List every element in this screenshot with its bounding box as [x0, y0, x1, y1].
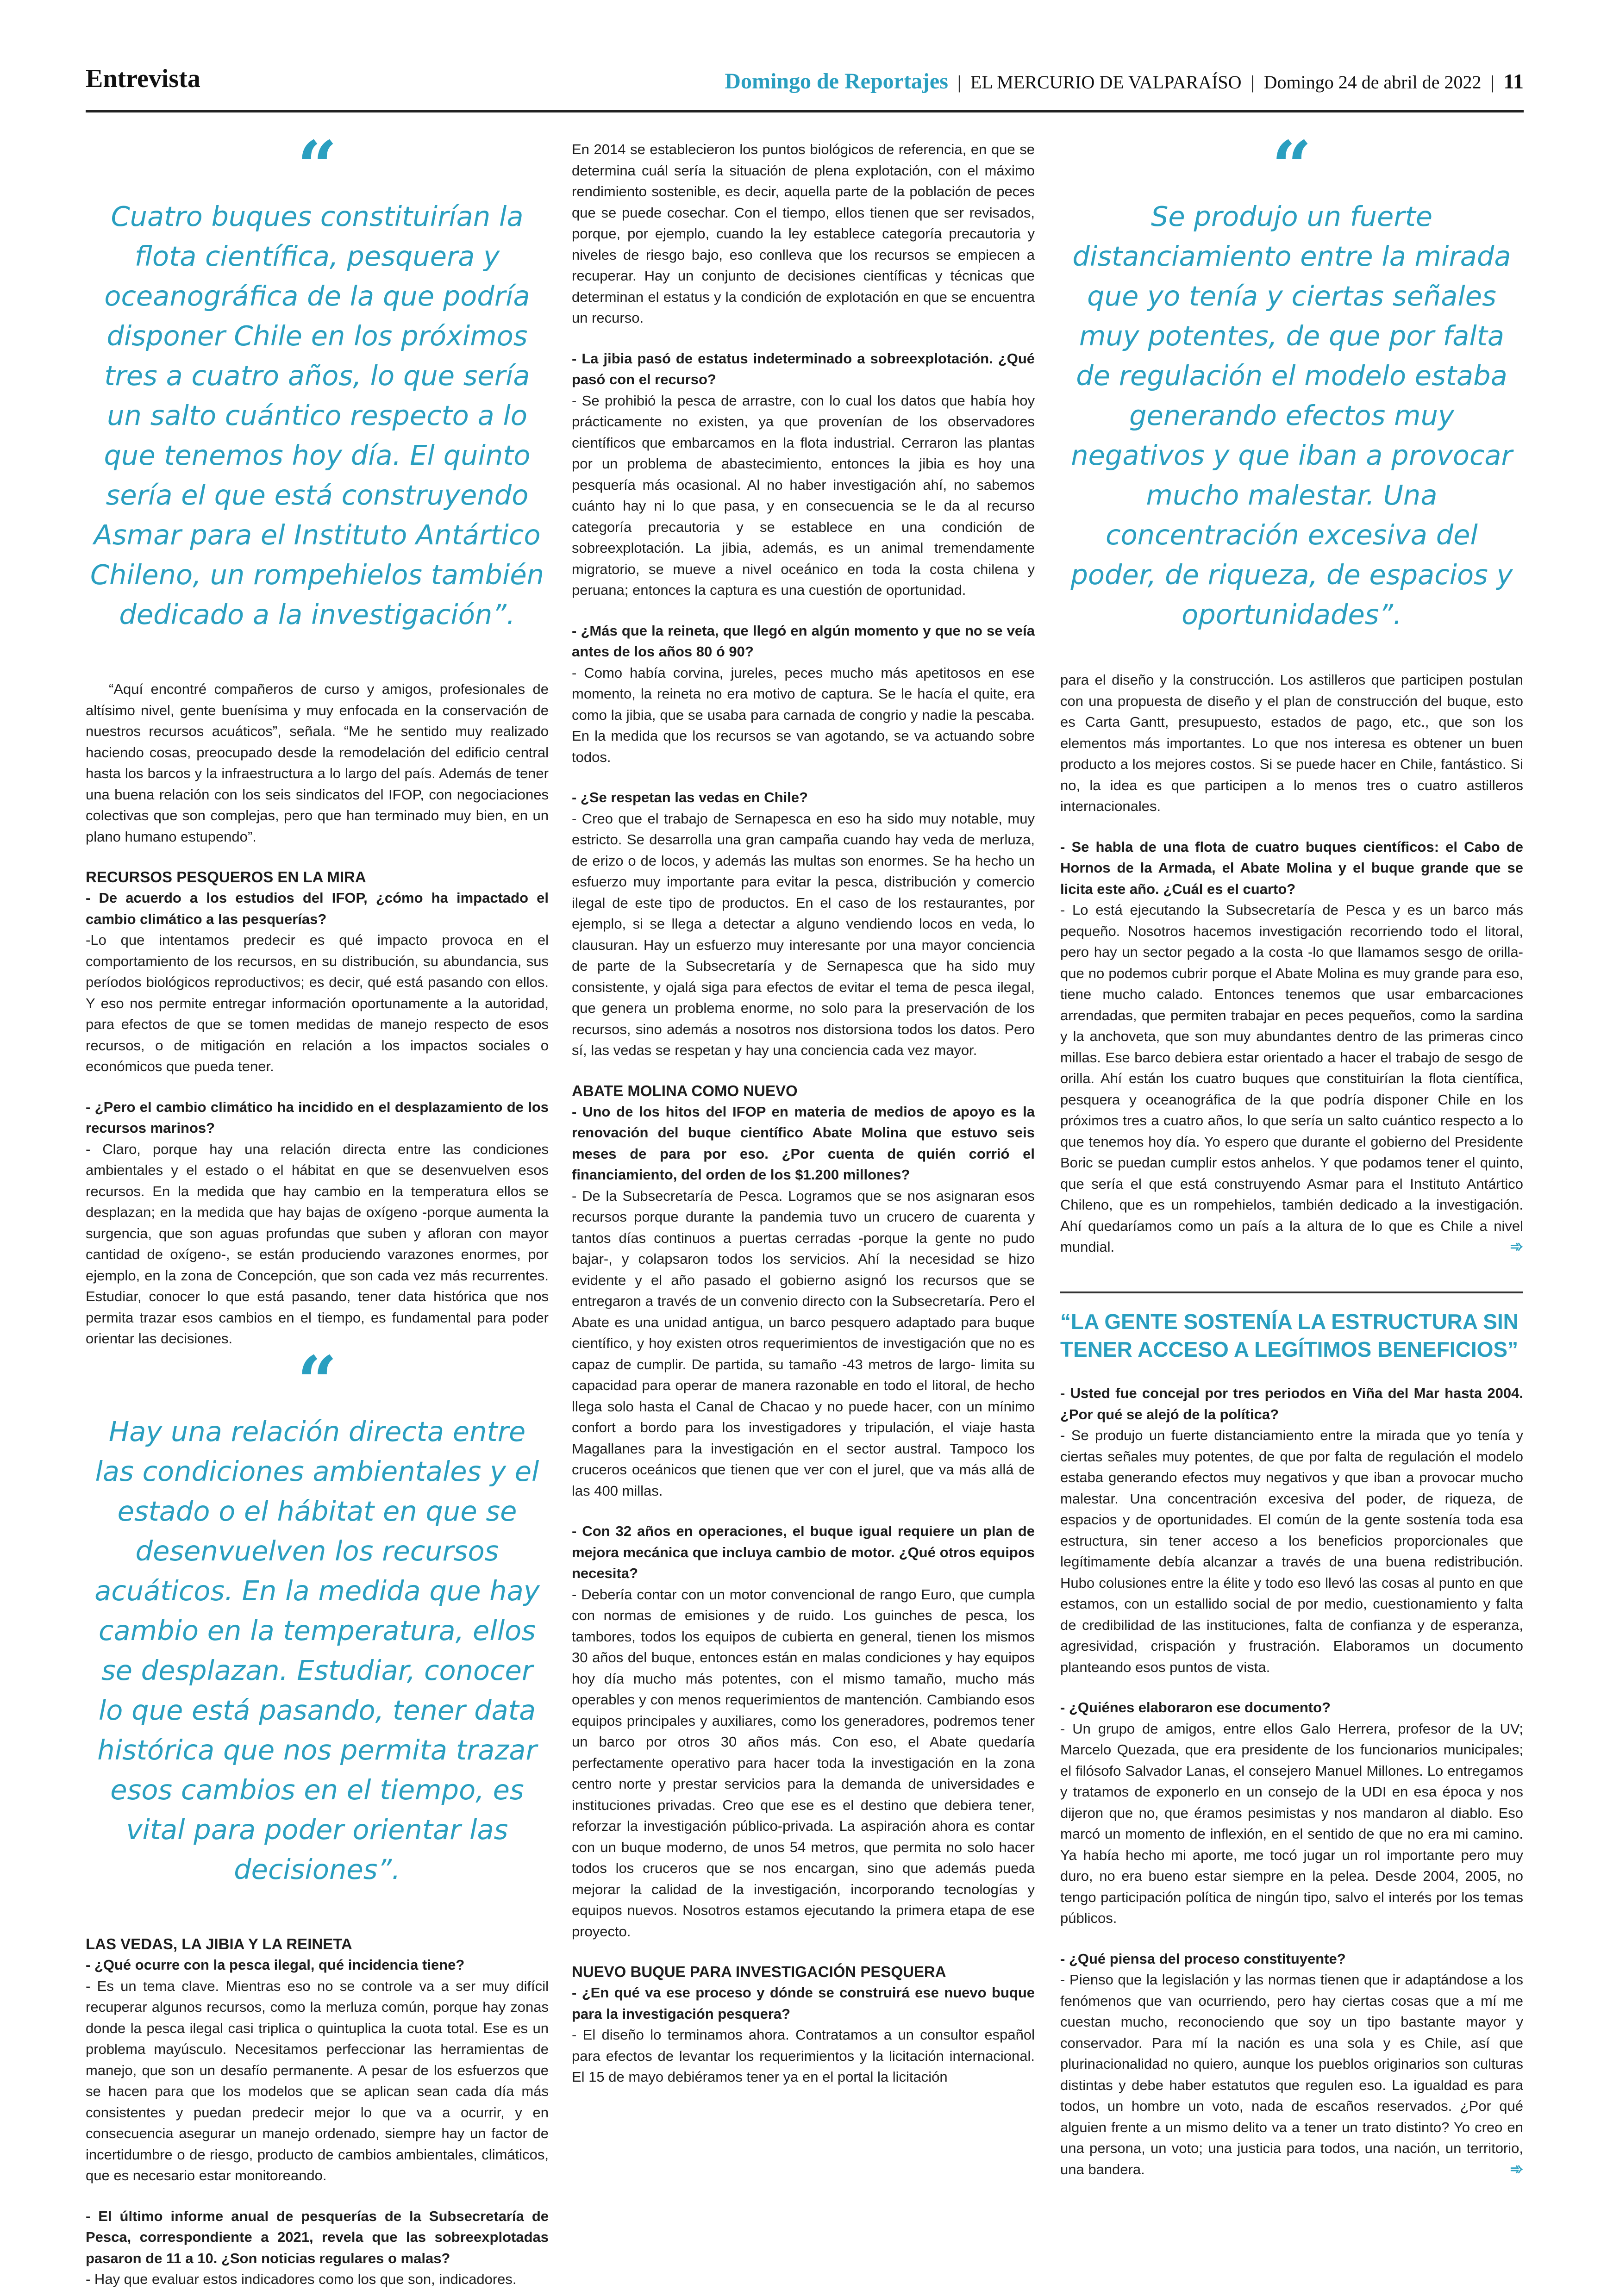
column-3 — [1060, 126, 1523, 1258]
subhead: NUEVO BUQUE PARA INVESTIGACIÓN PESQUERA — [572, 1963, 946, 1980]
answer: - El diseño lo terminamos ahora. Contratamos a un consultor español para efectos de levantar los requerimientos y la licitación internacional. El 15 de mayo debiéramos tener ya en el portal la licitación — [572, 2027, 1035, 2085]
continue-arrow-icon: ➾ — [1510, 2160, 1523, 2178]
pull-quote: Cuatro buques constituirían la flota científica, pesquera y oceanográfica de la que podría disponer Chile en los próximos tres a cuatro años, lo que sería un salto cuántico respecto a lo que tenemos hoy día. El quinto sería el que está construyendo Asmar para el Instituto Antártico Chileno, un rompehielos también dedicado a la investigación”. — [90, 200, 544, 630]
separator: | — [1490, 72, 1494, 93]
pull-quote: Hay una relación directa entre las condiciones ambientales y el estado o el hábitat en que se desenvuelven los recursos acuáticos. En la medida que hay cambio en la temperatura, ellos se desplazan. Estudiar, conocer lo que está pasando, tener data histórica que nos permita trazar esos cambios en el tiempo, es vital para poder orientar las decisiones”. — [94, 1416, 540, 1885]
question: - ¿En qué va ese proceso y dónde se construirá ese nuevo buque para la investigación pesquera? — [572, 1984, 1035, 2022]
answer-text: - Pienso que la legislación y las normas tienen que ir adaptándose a los fenómenos que van ocurriendo, pero hay ciertas cosas que a mí me cuestan mucho, reconociendo que soy un tipo bastante mayor y conservador. Para mí la nación es una sola y es Chile, así que plurinacionalidad no quiero, aunque los pueblos originarios son culturas distintas y debe haber estatutos que regulen eso. La igualdad es para todos, un hombre un voto, nada de escaños reservados. ¿Por qué alguien frente a un mismo delito va a tener un trato distinto? Yo creo en una persona, un voto; una justicia para todos, una nación, un territorio, una bandera. — [1060, 1972, 1523, 2177]
answer: - Creo que el trabajo de Sernapesca en eso ha sido muy notable, muy estricto. Se desarrolla una gran campaña cuando hay veda de merluza, de erizo o de locos, y además las multas son enormes. Se ha hecho un esfuerzo muy importante para evitar la pesca, distribución y comercio ilegal de este tipo de productos. En el caso de los restaurantes, por ejemplo, si se llega a detectar a alguno vendiendo locos en veda, lo clausuran. Hay un esfuerzo muy interesante por una mayor conciencia de parte de la Subsecretaría y de Sernapesca que ha sido muy consistente, y ojalá siga para efectos de evitar el tema de pesca ilegal, que genera un problema enorme, no solo para la preservación de los recursos, sino además a nosotros nos distorsiona todos los datos. Pero sí, las vedas se respetan y hay una conciencia cada vez mayor. — [572, 810, 1035, 1058]
question: - ¿Qué piensa del proceso constituyente? — [1060, 1950, 1346, 1967]
supplement-name: Domingo de Reportajes — [725, 69, 948, 94]
answer: - Es un tema clave. Mientras eso no se controle va a ser muy difícil recuperar algunos recursos, como la merluza común, porque hay zonas donde la pesca ilegal casi triplica o quintuplica la cuota total. Ese es un problema mayúsculo. Necesitamos perfeccionar las herramientas de manejo, que son un desafío permanente. A pesar de los esfuerzos que se hacen para que los modelos que se aplican sean cada día más consistentes y puedan predecir mejor lo que va a ocurrir, y en consecuencia asegurar un manejo ordenado, siempre hay un factor de incertidumbre o de riesgo, producto de cambios ambientales, climáticos, que es necesario estar monitoreando. — [86, 1978, 549, 2184]
masthead-info — [725, 69, 1524, 94]
box-headline: “LA GENTE SOSTENÍA LA ESTRUCTURA SIN TENER ACCESO A LEGÍTIMOS BENEFICIOS” — [1060, 1310, 1519, 1361]
continue-arrow-icon: ➾ — [1510, 1238, 1523, 1255]
quote-mark-icon: “ — [297, 1341, 338, 1423]
column-1 — [86, 126, 549, 1349]
page-header — [86, 55, 1524, 112]
issue-date: Domingo 24 de abril de 2022 — [1263, 72, 1482, 93]
question: - ¿Qué ocurre con la pesca ilegal, qué incidencia tiene? — [86, 1957, 465, 1973]
question: - El último informe anual de pesquerías de la Subsecretaría de Pesca, correspondiente a 2021, revela que las sobreexplotadas pasaron de 11 a 10. ¿Son noticias regulares o malas? — [86, 2208, 549, 2266]
question: - De acuerdo a los estudios del IFOP, ¿cómo ha impactado el cambio climático a las pesquerías? — [86, 890, 549, 927]
paragraph: para el diseño y la construcción. Los astilleros que participen postulan con una propuesta de diseño y el plan de construcción del buque, esto es Carta Gantt, presupuesto, estados de pago, etc., que son los elementos más importantes. Lo que nos interesa es obtener un buen producto a los mejores costos. Si se puede hacer en Chile, fantástico. Si no, la idea es que participen a lo menos tres o cuatro astilleros internacionales. — [1060, 672, 1523, 814]
column-2 — [572, 139, 1035, 2088]
pull-quote: Se produjo un fuerte distanciamiento entre la mirada que yo tenía y ciertas señales muy potentes, de que por falta de regulación el modelo estaba generando efectos muy negativos y que iban a provocar mucho malestar. Una concentración excesiva del poder, de riqueza, de espacios y oportunidades”. — [1070, 200, 1513, 630]
question: - Uno de los hitos del IFOP en materia de medios de apoyo es la renovación del buque científico Abate Molina que estuvo seis meses de para por eso. ¿Por cuenta de quién corrió el financiamiento, del orden de los $1.200 millones? — [572, 1103, 1035, 1183]
quote-mark-icon: “ — [297, 126, 338, 207]
answer: - Claro, porque hay una relación directa entre las condiciones ambientales y el estado o el hábitat en que se desenvuelven esos recursos. En la medida que hay cambio en la temperatura ellos se desplazan; en la medida que hay bajas de oxígeno -porque aumenta la surgencia, que son aguas profundas que suben y afloran con mayor cantidad de oxígeno-, se están produciendo varazones enormes, por ejemplo, en la zona de Concepción, que son cada vez más recurrentes. Estudiar, conocer lo que está pasando, tener data histórica que nos permita trazar esos cambios en el tiempo, es fundamental para poder orientar las decisiones. — [86, 1141, 549, 1347]
answer: - Debería contar con un motor convencional de rango Euro, que cumpla con normas de emisiones y de ruido. Los guinches de pesca, los tambores, todos los equipos de cubierta en general, tienen los mismos 30 años del buque, entonces están en malas condiciones y hay equipos hoy día mucho más potentes, con el mismo tamaño, mucho más operables y con menos requerimientos de mantención. Cambiando esos equipos principales y auxiliares, como los generadores, podremos tener un barco por otros 30 años más. Con eso, el Abate quedaría perfectamente operativo para hacer toda la investigación en la zona centro norte y prestar servicios para la demanda de universidades e instituciones privadas. Creo que ese es el destino que debiera tener, reforzar la investigación público-privada. La aspiración ahora es contar con un buque moderno, de unos 54 metros, que permita no solo hacer todos los cruceros que se nos encargan, sino que además pueda mejorar la calidad de la investigación, incorporando tecnologías y equipos nuevos. Nosotros estamos ejecutando la primera etapa de ese proyecto. — [572, 1586, 1035, 1940]
answer — [1060, 1969, 1523, 2180]
newspaper-name: EL MERCURIO DE VALPARAÍSO — [970, 72, 1242, 93]
answer: - Como había corvina, jureles, peces mucho más apetitosos en ese momento, la reineta no era motivo de captura. Se le hacía el quite, era como la jibia, que se usaba para carnada de congrio y nadie la pescaba. En la medida que los recursos se van agotando, se va actuando sobre todos. — [572, 664, 1035, 765]
question: - ¿Pero el cambio climático ha incidido en el desplazamiento de los recursos marinos? — [86, 1098, 549, 1136]
question: - ¿Quiénes elaboraron ese documento? — [1060, 1699, 1331, 1716]
subhead: ABATE MOLINA COMO NUEVO — [572, 1082, 798, 1099]
question: - Se habla de una flota de cuatro buques científicos: el Cabo de Hornos de la Armada, el Abate Molina y el buque grande que se licita este año. ¿Cuál es el cuarto? — [1060, 838, 1523, 897]
separator: | — [1251, 72, 1255, 93]
subhead: RECURSOS PESQUEROS EN LA MIRA — [86, 868, 366, 886]
page-number: 11 — [1503, 69, 1524, 93]
answer: - De la Subsecretaría de Pesca. Logramos que se nos asignaran esos recursos porque durante la pandemia tuvo un crucero de cuarenta y tantos días continuos a puertas cerradas -porque la gente no pudo bajar-, y colapsaron todos los servicios. Ahí la necesidad se hizo evidente y el año pasado el gobierno asignó los recursos que se entregaron a través de un convenio directo con la Subsecretaría. Pero el Abate es una unidad antigua, un barco pesquero adaptado para buque científico, y hoy existen otros requerimientos de investigación que no es capaz de cumplir. De partida, su tamaño -43 metros de largo- limita su capacidad para operar de manera razonable en todo el litoral, de hecho llega solo hasta el Canal de Chacao y no puede hacer, con un mínimo confort a bordo para los investigadores y tripulación, el viaje hasta Magallanes para la investigación en el sector austral. Tampoco los cruceros oceánicos que tienen que ver con el jurel, que va más allá de las 400 millas. — [572, 1187, 1035, 1499]
divider — [1060, 1292, 1523, 1293]
subhead: LAS VEDAS, LA JIBIA Y LA REINETA — [86, 1935, 352, 1953]
separator: | — [957, 72, 961, 93]
question: - Usted fue concejal por tres periodos en Viña del Mar hasta 2004. ¿Por qué se alejó de la política? — [1060, 1385, 1523, 1423]
question: - ¿Más que la reineta, que llegó en algún momento y que no se veía antes de los años 80 ó 90? — [572, 622, 1035, 660]
answer: - Hay que evaluar estos indicadores como los que son, indicadores. — [86, 2271, 517, 2287]
answer — [1060, 899, 1523, 1258]
question: - La jibia pasó de estatus indeterminado a sobreexplotación. ¿Qué pasó con el recurso? — [572, 350, 1035, 387]
answer-text: - Lo está ejecutando la Subsecretaría de Pesca y es un barco más pequeño. Nosotros hacemos investigación recorriendo todo el litoral, pero hay un sector pegado a la costa -lo que llamamos sesgo de orilla- que no podemos cubrir porque el Abate Molina es muy grande para eso, tiene mucho calado. Entonces tenemos que usar embarcaciones arrendadas, que permiten trabajar en peces pequeños, como la sardina y la anchoveta, que son muy abundantes dentro de las primeras cinco millas. Ese barco debiera estar orientado a hacer el trabajo de sesgo de orilla. Ahí están los cuatro buques que constituirían la flota científica, pesquera y oceanográfica de la que podría disponer Chile en los próximos tres a cuatro años, lo que sería un salto cuántico respecto a lo que tenemos hoy día. Yo espero que durante el gobierno del Presidente Boric se puedan cumplir estos anhelos. Y que podamos tener el quinto, que sería el que está construyendo Asmar para el Instituto Antártico Chileno, que es un rompehielos, también dedicado a la investigación. Ahí quedaríamos como un país a la altura de lo que es Chile a nivel mundial. — [1060, 902, 1523, 1255]
answer: - Se prohibió la pesca de arrastre, con lo cual los datos que había hoy prácticamente no existen, ya que provenían de los observadores científicos que embarcamos en la flota industrial. Cerraron las plantas por un problema de abastecimiento, entonces la jibia es hoy una pesquería más ocasional. Al no haber investigación ahí, no sabemos cuánto hay ni lo que pasa, y en consecuencia se le da al recurso categoría precautoria y se establece en una condición de sobreexplotación. La jibia, además, es un animal tremendamente migratorio, se mueve a nivel oceánico en toda la costa chilena y peruana; entonces la captura es una cuestión de oportunidad. — [572, 392, 1035, 598]
quote-mark-icon: “ — [1271, 126, 1312, 207]
column-3-lower — [1060, 1308, 1523, 2180]
answer: - Se produjo un fuerte distanciamiento entre la mirada que yo tenía y ciertas señales muy potentes, de que por falta de regulación el modelo estaba generando efectos muy negativos y que iban a provocar mucho malestar. Una concentración excesiva del poder, de riqueza, de espacios y de oportunidades. El común de la gente sostenía toda esa estructura, sin tener acceso a los beneficios proporcionales que legítimamente debía alcanzar a través de una buena redistribución. Hubo colusiones entre la élite y todo eso llevó las cosas al punto en que estamos, con un estallido social de por medio, cuestionamiento y falta de credibilidad de las instituciones, falta de confianza y de esperanza, agresividad, crispación y frustración. Elaboramos un documento planteando esos puntos de vista. — [1060, 1427, 1523, 1675]
question: - Con 32 años en operaciones, el buque igual requiere un plan de mejora mecánica que incluya cambio de motor. ¿Qué otros equipos necesita? — [572, 1523, 1035, 1581]
intro-paragraph: “Aquí encontré compañeros de curso y amigos, profesionales de altísimo nivel, gente buenísima y muy enfocada en la conservación de nuestros recursos acuáticos”, señala. “Me he sentido muy realizado haciendo cosas, preocupado desde la remodelación del edificio central hasta los barcos y la infraestructura a lo largo del país. Además de tener una buena relación con los seis sindicatos del IFOP, con negociaciones colectivas que son complejas, pero que han terminado muy bien, en un plano humano estupendo”. — [86, 681, 549, 845]
paragraph: En 2014 se establecieron los puntos biológicos de referencia, en que se determina cuál sería la situación de plena explotación, con el máximo rendimiento sostenible, es decir, aquella parte de la población de peces que se puede cosechar. Con el tiempo, ellos tienen que ser revisados, porque, por ejemplo, cuando la ley establece categoría precautoria y niveles de riesgo bajo, eso conlleva que los recursos se empiecen a recuperar. Hay un conjunto de decisiones científicas y técnicas que determinan el estatus y la condición de explotación en que se encuentra un recurso. — [572, 141, 1035, 326]
answer: - Un grupo de amigos, entre ellos Galo Herrera, profesor de la UV; Marcelo Quezada, que era presidente de los funcionarios municipales; el filósofo Salvador Lanas, el consejero Manuel Millones. Lo entregamos y tratamos de exponerlo en un consejo de la UDI en esa época y nos dijeron que no, que éramos pesimistas y nos mandaron al diablo. Eso marcó un momento de inflexión, en el sentido de que no era mi camino. Ya había hecho mi aporte, me tocó jugar un rol importante pero muy duro, no era bueno estar siempre en la pelea. Desde 2004, 2005, no tengo participación política de ningún tipo, salvo el interés por los temas públicos. — [1060, 1720, 1523, 1926]
answer: -Lo que intentamos predecir es qué impacto provoca en el comportamiento de los recursos, en su distribución, su abundancia, sus períodos biológicos reproductivos; es decir, qué está pasando con ellos. Y eso nos permite entregar información oportunamente a la autoridad, para efectos de que se tomen medidas de manejo respecto de esos recursos, o de mitigación en relación a los impactos sociales o económicos que pueda tener. — [86, 932, 549, 1074]
column-1-lower — [86, 1341, 549, 2290]
section-title: Entrevista — [86, 64, 200, 93]
question: - ¿Se respetan las vedas en Chile? — [572, 789, 808, 805]
